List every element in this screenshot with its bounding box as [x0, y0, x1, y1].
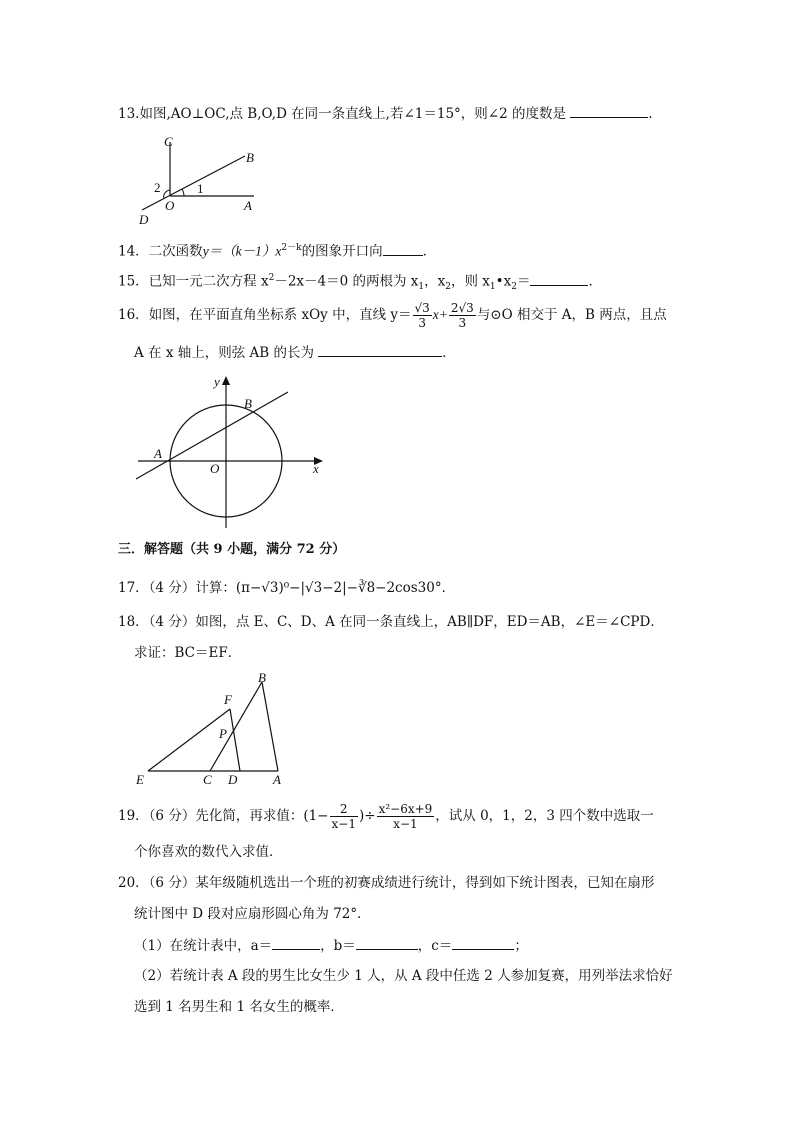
q13-label-c: C — [164, 134, 173, 149]
q19-frac2: $\frac{\text{x²−6x+9}}{x-1}$ — [378, 802, 433, 831]
q13-label-1: 1 — [197, 181, 204, 196]
q13-body: 如图,AO⊥OC,点 B,O,D 在同一条直线上,若∠1＝15°，则∠2 的度数是 — [139, 106, 566, 122]
q18-label-f: F — [224, 692, 232, 707]
q13-label-a: A — [244, 198, 252, 213]
q16-line1: 16．如图，在平面直角坐标系 xOy 中，直线 y＝ $\frac{√3}{3}$ x+ $\frac{2√3}{3}$ 与⊙O 相交于 A，B 两点，且点 — [118, 301, 667, 330]
q16-y-arrow — [222, 376, 230, 385]
q20-sub1: （1）在统计表中，a＝ ，b＝ ，c＝ ； — [134, 935, 528, 956]
q16-frac1: $\frac{√3}{3}$ — [414, 301, 430, 330]
q20-sub2-line2: 选到 1 名男生和 1 名女生的概率． — [134, 999, 344, 1015]
q18-label-a: A — [273, 772, 281, 787]
section3-title: 三．解答题（共 9 小题，满分 72 分） — [118, 542, 346, 557]
q16-label-a: A — [154, 446, 162, 461]
q20-blank-c[interactable] — [452, 935, 514, 950]
q20-line2: 统计图中 D 段对应扇形圆心角为 72°． — [134, 906, 371, 922]
q14-text: 14．二次函数$y=(k-1)x^{2-k}$的图象开口向 ． — [118, 238, 436, 262]
q18-label-b: B — [258, 670, 266, 685]
q18-line-ef — [148, 709, 230, 771]
q19-frac1: $\frac{2}{x-1}$ — [331, 802, 356, 831]
q18-line1: 18．（4 分）如图，点 E、C、D、A 在同一条直线上，AB∥DF，ED＝AB，∠E＝∠CPD． — [118, 614, 664, 630]
q16-label-o: O — [210, 461, 220, 476]
q16-label-x: x — [313, 461, 319, 476]
q20-sub2-line1: （2）若统计表 A 段的男生比女生少 1 人，从 A 段中任选 2 人参加复赛，用列举法求恰好 — [134, 968, 673, 984]
q18-line2: 求证：BC＝EF． — [134, 645, 242, 661]
q18-figure — [130, 668, 300, 788]
q16-figure — [130, 372, 340, 532]
q13-answer-blank[interactable] — [570, 103, 648, 118]
q17-text: 17．（4 分）计算：(π−√3)⁰−|√3−2|−∛8−2cos30°． — [118, 580, 456, 596]
q17-expr: (π−√3)⁰−|√3−2|−∛8−2cos30° — [235, 580, 442, 596]
q19-line1: 19．（6 分）先化简，再求值：(1− $\frac{2}{x-1}$ )÷ $\frac{\text{x²−6x+9}}{x-1}$ ，试从 0，1，2，3 四个数中选取一 — [118, 802, 654, 831]
q16-label-b: B — [244, 396, 252, 411]
q20-blank-a[interactable] — [272, 935, 320, 950]
q18-label-e: E — [136, 772, 144, 787]
q18-line-cb — [210, 682, 262, 771]
q13-angle-1-arc — [182, 189, 184, 196]
q18-label-p: P — [219, 726, 227, 741]
q15-text: 15．已知一元二次方程 $x^2-2x-4=0$ 的两根为 $x_1$，$x_2$，则 $x_1•x_2=$ ． — [118, 268, 602, 297]
q13-number: 13. — [118, 106, 140, 122]
q13-figure — [130, 128, 270, 228]
q15-answer-blank[interactable] — [530, 271, 588, 286]
q13-label-2: 2 — [154, 180, 161, 195]
q19-line2: 个你喜欢的数代入求值． — [134, 844, 283, 860]
q13-label-d: D — [139, 212, 149, 227]
q18-label-d: D — [228, 772, 238, 787]
q18-line-fd — [230, 709, 240, 771]
q16-frac2: $\frac{2√3}{3}$ — [450, 301, 474, 330]
q18-label-c: C — [203, 772, 212, 787]
q13-label-b: B — [246, 150, 254, 165]
q16-line2: A 在 x 轴上，则弦 AB 的长为 ． — [134, 342, 456, 363]
q20-blank-b[interactable] — [356, 935, 418, 950]
q18-line-ba — [262, 682, 278, 771]
q16-answer-blank[interactable] — [318, 342, 442, 357]
q13-text: 13.如图,AO⊥OC,点 B,O,D 在同一条直线上,若∠1＝15°，则∠2 的度数是 . — [118, 103, 653, 124]
q20-line1: 20．（6 分）某年级随机选出一个班的初赛成绩进行统计，得到如下统计图表，已知在扇形 — [118, 875, 655, 891]
q16-label-y: y — [214, 374, 220, 389]
q13-label-o: O — [165, 198, 175, 213]
q14-answer-blank[interactable] — [383, 241, 423, 256]
